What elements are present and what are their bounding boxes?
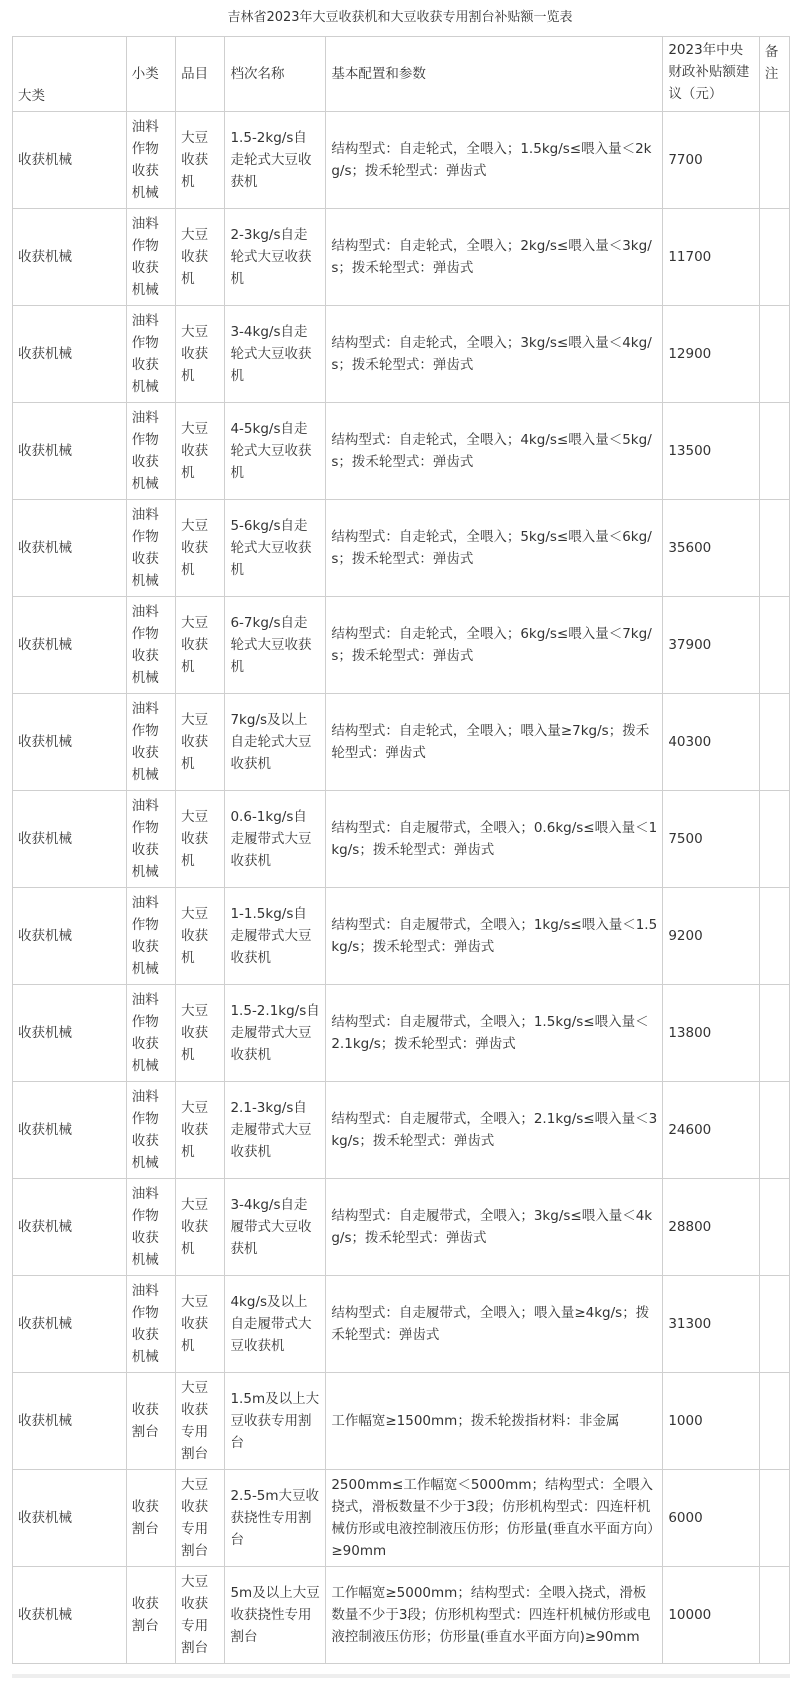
cell-grade: 7kg/s及以上自走轮式大豆收获机 [225,694,326,791]
cell-major: 收获机械 [13,403,127,500]
cell-config: 工作幅宽≥5000mm；结构型式：全喂入挠式，滑板数量不少于3段；仿形机构型式：四连杆机械仿形或电液控制液压仿形；仿形量(垂直水平面方向)≥90mm [326,1567,663,1664]
cell-amount: 24600 [663,1082,760,1179]
subsidy-table [12,36,790,1664]
cell-note [759,1567,789,1664]
cell-grade: 0.6-1kg/s自走履带式大豆收获机 [225,791,326,888]
cell-item: 大豆收获机 [176,985,225,1082]
cell-amount: 7500 [663,791,760,888]
cell-minor: 油料作物收获机械 [126,112,175,209]
cell-minor: 油料作物收获机械 [126,694,175,791]
cell-minor: 油料作物收获机械 [126,1179,175,1276]
cell-grade: 3-4kg/s自走轮式大豆收获机 [225,306,326,403]
table-row [13,306,790,403]
cell-major: 收获机械 [13,112,127,209]
cell-config: 结构型式：自走履带式，全喂入；3kg/s≤喂入量＜4kg/s；拨禾轮型式：弹齿式 [326,1179,663,1276]
table-caption: 吉林省2023年大豆收获机和大豆收获专用割台补贴额一览表 [227,10,573,25]
cell-note [759,209,789,306]
cell-amount: 10000 [663,1567,760,1664]
cell-grade: 2.1-3kg/s自走履带式大豆收获机 [225,1082,326,1179]
cell-major: 收获机械 [13,791,127,888]
cell-item: 大豆收获机 [176,306,225,403]
cell-item: 大豆收获机 [176,1179,225,1276]
cell-grade: 5m及以上大豆收获挠性专用割台 [225,1567,326,1664]
cell-minor: 油料作物收获机械 [126,209,175,306]
cell-minor: 油料作物收获机械 [126,791,175,888]
cell-minor: 油料作物收获机械 [126,500,175,597]
cell-grade: 4kg/s及以上自走履带式大豆收获机 [225,1276,326,1373]
table-row [13,694,790,791]
cell-item: 大豆收获专用割台 [176,1470,225,1567]
cell-major: 收获机械 [13,985,127,1082]
cell-note [759,1470,789,1567]
cell-grade: 6-7kg/s自走轮式大豆收获机 [225,597,326,694]
cell-amount: 1000 [663,1373,760,1470]
header-item: 品目 [176,37,225,112]
cell-major: 收获机械 [13,306,127,403]
cell-major: 收获机械 [13,500,127,597]
header-major: 大类 [13,37,127,112]
cell-note [759,791,789,888]
table-row [13,1470,790,1567]
cell-item: 大豆收获机 [176,209,225,306]
header-row [13,37,790,112]
cell-amount: 40300 [663,694,760,791]
cell-minor: 油料作物收获机械 [126,1082,175,1179]
cell-minor: 油料作物收获机械 [126,985,175,1082]
header-minor: 小类 [126,37,175,112]
cell-note [759,888,789,985]
cell-minor: 收获割台 [126,1470,175,1567]
cell-config: 结构型式：自走履带式，全喂入；1.5kg/s≤喂入量＜2.1kg/s；拨禾轮型式：弹齿式 [326,985,663,1082]
cell-minor: 收获割台 [126,1567,175,1664]
cell-note [759,112,789,209]
cell-note [759,1276,789,1373]
cell-item: 大豆收获机 [176,1276,225,1373]
table-row [13,985,790,1082]
cell-major: 收获机械 [13,694,127,791]
cell-amount: 28800 [663,1179,760,1276]
cell-minor: 油料作物收获机械 [126,306,175,403]
cell-grade: 2.5-5m大豆收获挠性专用割台 [225,1470,326,1567]
cell-config: 结构型式：自走履带式，全喂入；0.6kg/s≤喂入量＜1kg/s；拨禾轮型式：弹齿式 [326,791,663,888]
table-row [13,112,790,209]
header-note: 备注 [759,37,789,112]
cell-config: 工作幅宽≥1500mm；拨禾轮拨指材料：非金属 [326,1373,663,1470]
cell-config: 结构型式：自走轮式，全喂入；3kg/s≤喂入量＜4kg/s；拨禾轮型式：弹齿式 [326,306,663,403]
cell-item: 大豆收获机 [176,500,225,597]
cell-item: 大豆收获机 [176,1082,225,1179]
cell-grade: 2-3kg/s自走轮式大豆收获机 [225,209,326,306]
cell-amount: 11700 [663,209,760,306]
cell-config: 结构型式：自走轮式，全喂入；1.5kg/s≤喂入量＜2kg/s；拨禾轮型式：弹齿式 [326,112,663,209]
cell-grade: 1.5-2kg/s自走轮式大豆收获机 [225,112,326,209]
cell-amount: 13800 [663,985,760,1082]
cell-grade: 5-6kg/s自走轮式大豆收获机 [225,500,326,597]
cell-amount: 9200 [663,888,760,985]
cell-minor: 油料作物收获机械 [126,1276,175,1373]
cell-config: 结构型式：自走轮式，全喂入；4kg/s≤喂入量＜5kg/s；拨禾轮型式：弹齿式 [326,403,663,500]
cell-minor: 收获割台 [126,1373,175,1470]
cell-grade: 4-5kg/s自走轮式大豆收获机 [225,403,326,500]
cell-item: 大豆收获专用割台 [176,1373,225,1470]
table-row [13,1373,790,1470]
cell-grade: 1.5m及以上大豆收获专用割台 [225,1373,326,1470]
cell-item: 大豆收获机 [176,403,225,500]
cell-amount: 35600 [663,500,760,597]
cell-note [759,985,789,1082]
cell-config: 结构型式：自走履带式，全喂入；1kg/s≤喂入量＜1.5kg/s；拨禾轮型式：弹齿式 [326,888,663,985]
cell-config: 结构型式：自走轮式，全喂入；2kg/s≤喂入量＜3kg/s；拨禾轮型式：弹齿式 [326,209,663,306]
table-row [13,1567,790,1664]
cell-item: 大豆收获机 [176,112,225,209]
cell-config: 结构型式：自走履带式，全喂入；喂入量≥4kg/s；拨禾轮型式：弹齿式 [326,1276,663,1373]
cell-note [759,694,789,791]
cell-grade: 3-4kg/s自走履带式大豆收获机 [225,1179,326,1276]
table-row [13,1082,790,1179]
cell-item: 大豆收获机 [176,597,225,694]
cell-note [759,403,789,500]
cell-major: 收获机械 [13,1179,127,1276]
cell-note [759,1082,789,1179]
cell-note [759,500,789,597]
cell-minor: 油料作物收获机械 [126,888,175,985]
cell-amount: 7700 [663,112,760,209]
table-row [13,209,790,306]
cell-item: 大豆收获专用割台 [176,1567,225,1664]
cell-grade: 1-1.5kg/s自走履带式大豆收获机 [225,888,326,985]
table-row [13,791,790,888]
table-row [13,888,790,985]
cell-minor: 油料作物收获机械 [126,597,175,694]
cell-config: 结构型式：自走轮式，全喂入；喂入量≥7kg/s；拨禾轮型式：弹齿式 [326,694,663,791]
table-body [13,112,790,1664]
table-row [13,403,790,500]
cell-note [759,306,789,403]
cell-note [759,1373,789,1470]
cell-major: 收获机械 [13,209,127,306]
cell-major: 收获机械 [13,597,127,694]
cell-note [759,597,789,694]
cell-major: 收获机械 [13,1276,127,1373]
cell-config: 结构型式：自走轮式，全喂入；5kg/s≤喂入量＜6kg/s；拨禾轮型式：弹齿式 [326,500,663,597]
cell-amount: 13500 [663,403,760,500]
cell-item: 大豆收获机 [176,791,225,888]
cell-item: 大豆收获机 [176,694,225,791]
cell-grade: 1.5-2.1kg/s自走履带式大豆收获机 [225,985,326,1082]
cell-amount: 31300 [663,1276,760,1373]
table-row [13,1276,790,1373]
cell-item: 大豆收获机 [176,888,225,985]
cell-major: 收获机械 [13,888,127,985]
cell-amount: 37900 [663,597,760,694]
divider [12,1674,790,1678]
table-row [13,500,790,597]
header-grade: 档次名称 [225,37,326,112]
cell-major: 收获机械 [13,1567,127,1664]
cell-amount: 6000 [663,1470,760,1567]
cell-note [759,1179,789,1276]
header-amount: 2023年中央财政补贴额建议（元） [663,37,760,112]
table-row [13,1179,790,1276]
cell-major: 收获机械 [13,1373,127,1470]
cell-config: 2500mm≤工作幅宽＜5000mm；结构型式：全喂入挠式，滑板数量不少于3段；仿形机构型式：四连杆机械仿形或电液控制液压仿形；仿形量(垂直水平面方向）≥90mm [326,1470,663,1567]
cell-amount: 12900 [663,306,760,403]
cell-minor: 油料作物收获机械 [126,403,175,500]
cell-config: 结构型式：自走轮式，全喂入；6kg/s≤喂入量＜7kg/s；拨禾轮型式：弹齿式 [326,597,663,694]
table-row [13,597,790,694]
cell-config: 结构型式：自走履带式，全喂入；2.1kg/s≤喂入量＜3kg/s；拨禾轮型式：弹齿式 [326,1082,663,1179]
cell-major: 收获机械 [13,1082,127,1179]
header-config: 基本配置和参数 [326,37,663,112]
cell-major: 收获机械 [13,1470,127,1567]
